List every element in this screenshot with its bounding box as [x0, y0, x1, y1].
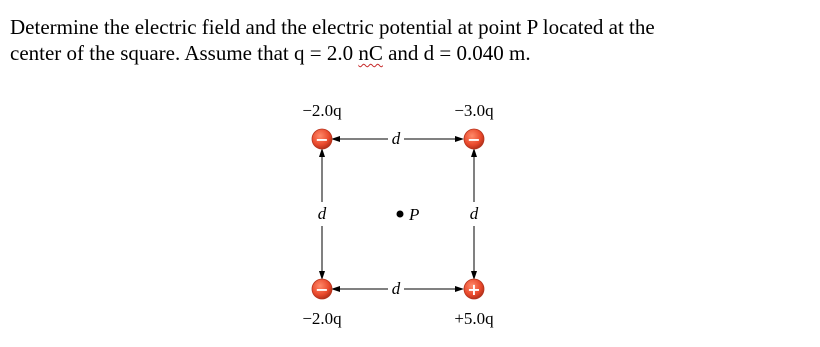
top-dimension-label: d [391, 129, 401, 148]
question-line-2-prefix: center of the square. Assume that q = 2.0 [10, 41, 359, 65]
point-p [397, 205, 420, 224]
charge-bottom-left-sign: − [315, 280, 329, 299]
right-dimension-label: d [469, 204, 479, 223]
charge-top-right-label: −3.0q [454, 101, 494, 120]
unit-nc: nC [358, 41, 383, 65]
charge-top-left-sign: − [315, 130, 329, 149]
charge-bottom-right [454, 279, 494, 328]
point-p-dot [397, 211, 404, 218]
point-p-label: P [409, 205, 420, 224]
question-line-1: Determine the electric field and the electric potential at point P located at the [10, 15, 655, 39]
charge-bottom-right-label: +5.0q [454, 309, 494, 328]
charge-top-right [454, 101, 494, 149]
left-dimension-label: d [317, 204, 327, 223]
top-dimension-arrow-right [455, 136, 464, 142]
bottom-dimension [331, 279, 464, 298]
charge-top-left [302, 101, 342, 149]
left-dimension [318, 148, 327, 280]
charge-top-left-label: −2.0q [302, 101, 342, 120]
charge-bottom-right-sign: + [467, 280, 481, 299]
bottom-dimension-label: d [391, 279, 401, 298]
charge-bottom-left-label: −2.0q [302, 309, 342, 328]
bottom-dimension-arrow-right [455, 286, 464, 292]
top-dimension [331, 129, 464, 148]
charge-bottom-left [302, 279, 342, 328]
question-line-2-suffix: and d = 0.040 m. [382, 41, 531, 65]
charge-top-right-sign: − [467, 130, 481, 149]
right-dimension [470, 148, 479, 280]
